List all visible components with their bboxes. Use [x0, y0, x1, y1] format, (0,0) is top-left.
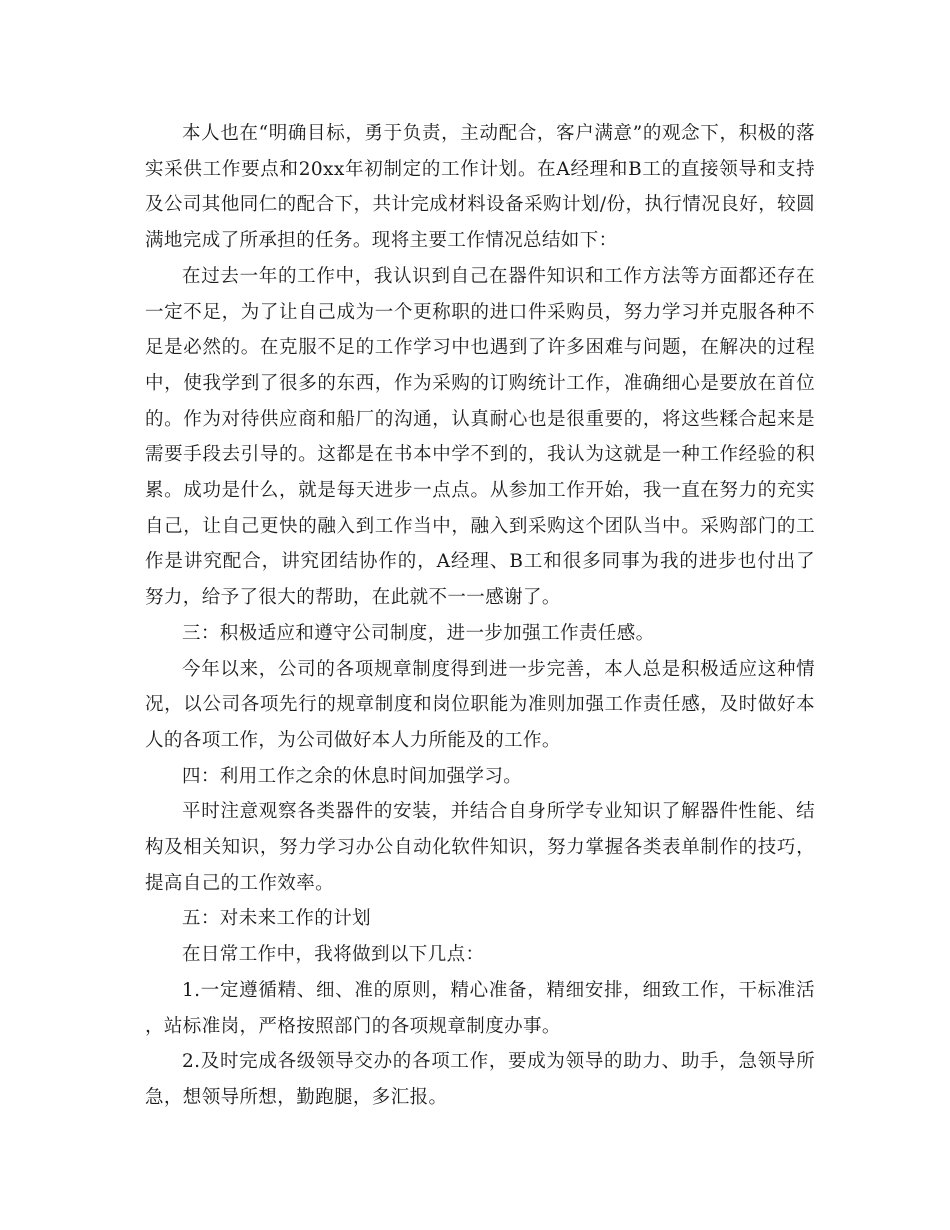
document-body — [145, 116, 815, 1116]
list-item-1: 1.一定遵循精、细、准的原则，精心准备，精细安排，细致工作，干标准活，站标准岗，严格按照部门的各项规章制度办事。 — [145, 979, 815, 1037]
paragraph-study: 平时注意观察各类器件的安装，并结合自身所学专业知识了解器件性能、结构及相关知识，努力学习办公自动化软件知识，努力掌握各类表单制作的技巧，提高自己的工作效率。 — [145, 801, 815, 894]
section-heading-4: 四：利用工作之余的休息时间加强学习。 — [182, 765, 523, 787]
paragraph-intro: 本人也在“明确目标，勇于负责，主动配合，客户满意”的观念下，积极的落实采供工作要点和20xx年初制定的工作计划。在A经理和B工的直接领导和支持及公司其他同仁的配合下，共计完成材料设备采购计划/份，执行情况良好，较圆满地完成了所承担的任务。现将主要工作情况总结如下： — [145, 123, 815, 252]
section-heading-3: 三：积极适应和遵守公司制度，进一步加强工作责任感。 — [182, 622, 655, 644]
list-item-2: 2.及时完成各级领导交办的各项工作，要成为领导的助力、助手，急领导所急，想领导所想，勤跑腿，多汇报。 — [145, 1051, 815, 1108]
paragraph-rules: 今年以来，公司的各项规章制度得到进一步完善，本人总是积极适应这种情况，以公司各项先行的规章制度和岗位职能为准则加强工作责任感，及时做好本人的各项工作，为公司做好本人力所能及的工作。 — [145, 658, 815, 751]
section-heading-5: 五：对未来工作的计划 — [182, 908, 372, 930]
paragraph-plan-intro: 在日常工作中，我将做到以下几点： — [182, 944, 485, 966]
paragraph-reflection: 在过去一年的工作中，我认识到自己在器件知识和工作方法等方面都还存在一定不足，为了让自己成为一个更称职的进口件采购员，努力学习并克服各种不足是必然的。在克服不足的工作学习中也遇到了许多困难与问题，在解决的过程中，使我学到了很多的东西，作为采购的订购统计工作，准确细心是要放在首位的。作为对待供应商和船厂的沟通，认真耐心也是很重要的，将这些糅合起来是需要手段去引导的。这都是在书本中学不到的，我认为这就是一种工作经验的积累。成功是什么，就是每天进步一点点。从参加工作开始，我一直在努力的充实自己，让自己更快的融入到工作当中，融入到采购这个团队当中。采购部门的工作是讲究配合，讲究团结协作的，A经理、B工和很多同事为我的进步也付出了努力，给予了很大的帮助，在此就不一一感谢了。 — [145, 265, 815, 609]
